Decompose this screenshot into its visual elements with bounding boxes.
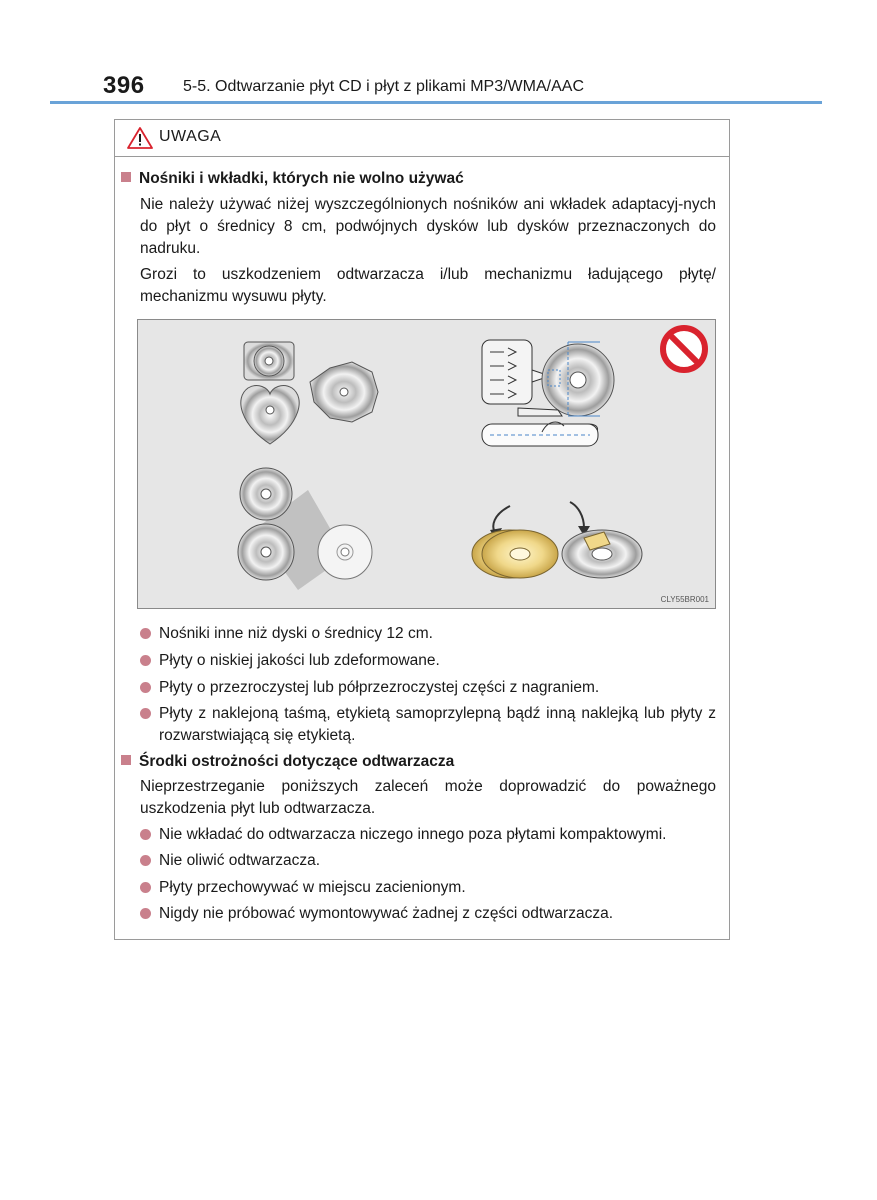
small-discs-icon — [238, 468, 372, 590]
octagon-disc-icon — [310, 362, 378, 422]
warning-label: UWAGA — [159, 128, 222, 145]
section1-heading — [121, 170, 464, 188]
section1-paragraph-2: Grozi to uszkodzeniem odtwarzacza i/lub mechanizmu ładującego płytę/ mechanizmu wysuwu płyty. — [140, 266, 716, 305]
bullet-dot-icon — [140, 682, 151, 693]
bullet-dot-icon — [140, 855, 151, 866]
bullet-dot-icon — [140, 882, 151, 893]
square-bullet-icon — [121, 172, 131, 182]
warning-box — [114, 119, 730, 940]
label-disc-icon — [472, 506, 558, 578]
sticker-disc-icon — [562, 502, 642, 578]
figure-code: CLY55BR001 — [660, 595, 709, 604]
discs-drawing — [138, 320, 715, 608]
list-item: Nigdy nie próbować wymontowywać żadnej z części odtwarzacza. — [140, 903, 716, 925]
square-bullet-icon — [121, 755, 131, 765]
section2-heading-text: Środki ostrożności dotyczące odtwarzacza — [139, 753, 455, 770]
list-item: Płyty o przezroczystej lub półprzezroczystej części z nagraniem. — [140, 677, 716, 699]
list-item: Płyty z naklejoną taśmą, etykietą samoprzylepną bądź inną naklejką lub płyty z rozwarstwiającą się etykietą. — [140, 703, 716, 747]
unsuitable-discs-illustration — [137, 319, 716, 609]
square-disc-icon — [244, 342, 294, 380]
list-item: Nośniki inne niż dyski o średnicy 12 cm. — [140, 623, 716, 645]
warning-triangle-icon — [127, 127, 153, 149]
prohibition-icon — [663, 328, 705, 370]
page-header — [100, 70, 822, 104]
bullet-dot-icon — [140, 908, 151, 919]
bullet-dot-icon — [140, 628, 151, 639]
warning-header — [115, 120, 729, 157]
list-item: Nie oliwić odtwarzacza. — [140, 850, 716, 872]
bullet-dot-icon — [140, 829, 151, 840]
list-item: Płyty przechowywać w miejscu zacienionym. — [140, 877, 716, 899]
bullet-dot-icon — [140, 708, 151, 719]
page-number: 396 — [103, 72, 145, 99]
list-item: Nie wkładać do odtwarzacza niczego innego poza płytami kompaktowymi. — [140, 824, 716, 846]
section1-paragraph-1: Nie należy używać niżej wyszczególnionych nośników ani wkładek adaptacyj-nych do płyt o średnicy 8 cm, podwójnych dysków lub dysków przeznaczonych do nadruku. — [140, 196, 716, 257]
heart-disc-icon — [241, 386, 299, 444]
section-title: 5-5. Odtwarzanie płyt CD i płyt z plikami MP3/WMA/AAC — [183, 78, 584, 95]
adapter-diagram-icon — [482, 340, 614, 446]
section2-paragraph: Nieprzestrzeganie poniższych zaleceń może doprowadzić do poważnego uszkodzenia płyt lub odtwarzacza. — [140, 778, 716, 817]
list-item: Płyty o niskiej jakości lub zdeformowane. — [140, 650, 716, 672]
bullet-dot-icon — [140, 655, 151, 666]
header-rule — [50, 101, 822, 104]
section2-heading — [121, 753, 454, 771]
section1-heading-text: Nośniki i wkładki, których nie wolno używać — [139, 170, 464, 187]
